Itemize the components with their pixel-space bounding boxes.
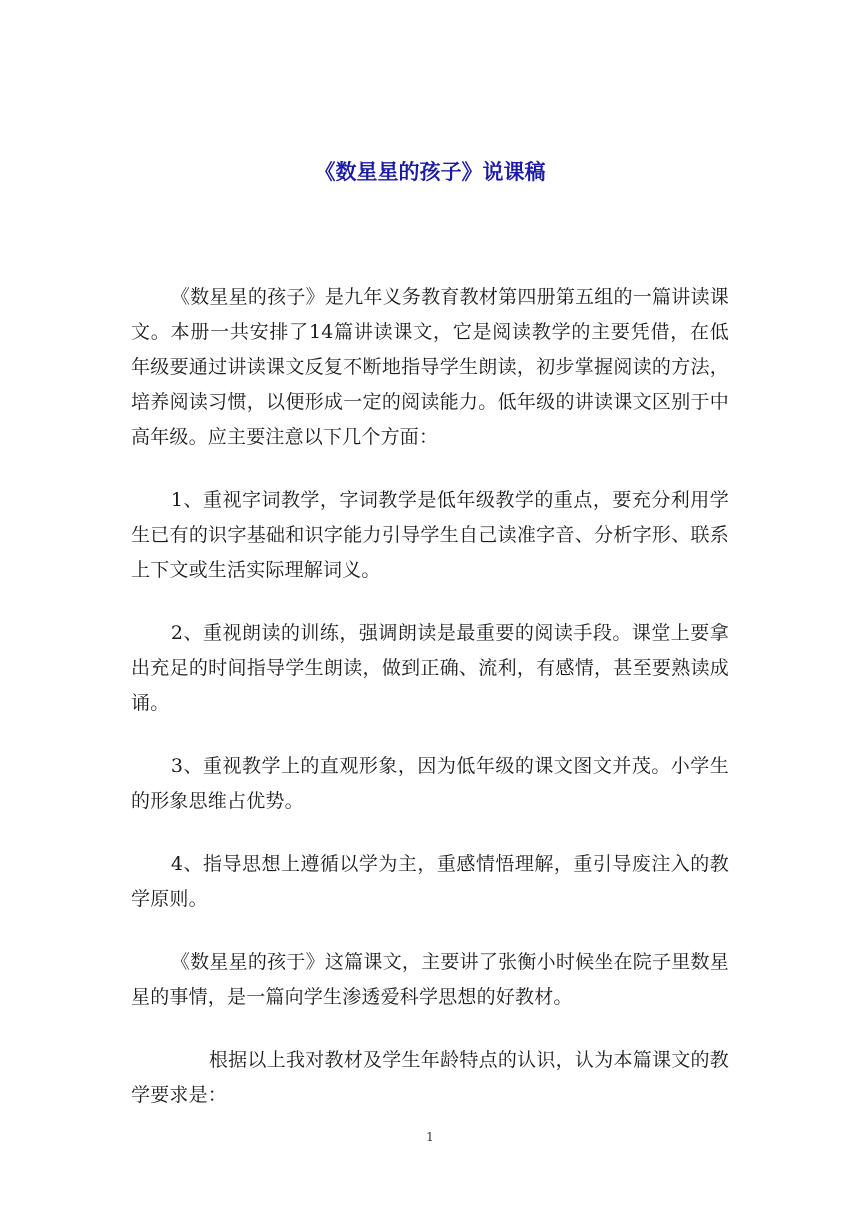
paragraph-point-1: 1、重视字词教学，字词教学是低年级教学的重点，要充分利用学生已有的识字基础和识字能力引导学生自己读准字音、分析字形、联系上下文或生活实际理解词义。 [131, 489, 729, 581]
paragraph-point-3: 3、重视教学上的直观形象，因为低年级的课文图文并茂。小学生的形象思维占优势。 [131, 755, 729, 812]
paragraph-point-2: 2、重视朗读的训练，强调朗读是最重要的阅读手段。课堂上要拿出充足的时间指导学生朗读，做到正确、流利，有感情，甚至要熟读成诵。 [131, 622, 729, 714]
page-title: 《数星星的孩子》说课稿 [314, 159, 546, 184]
paragraph-intro: 《数星星的孩子》是九年义务教育教材第四册第五组的一篇讲读课文。本册一共安排了14篇讲读课文，它是阅读教学的主要凭借，在低年级要通过讲读课文反复不断地指导学生朗读，初步掌握阅读的方法，培养阅读习惯，以便形成一定的阅读能力。低年级的讲读课文区别于中高年级。应主要注意以下几个方面： [131, 286, 729, 448]
page-number: 1 [426, 1130, 434, 1144]
document-body [131, 280, 729, 1113]
paragraph-requirements: 根据以上我对教材及学生年龄特点的认识，认为本篇课文的教学要求是： [131, 1049, 729, 1106]
paragraph-summary: 《数星星的孩于》这篇课文，主要讲了张衡小时候坐在院子里数星星的事情，是一篇向学生渗透爱科学思想的好教材。 [131, 951, 729, 1008]
paragraph-point-4: 4、指导思想上遵循以学为主，重感情悟理解，重引导废注入的教学原则。 [131, 853, 729, 910]
